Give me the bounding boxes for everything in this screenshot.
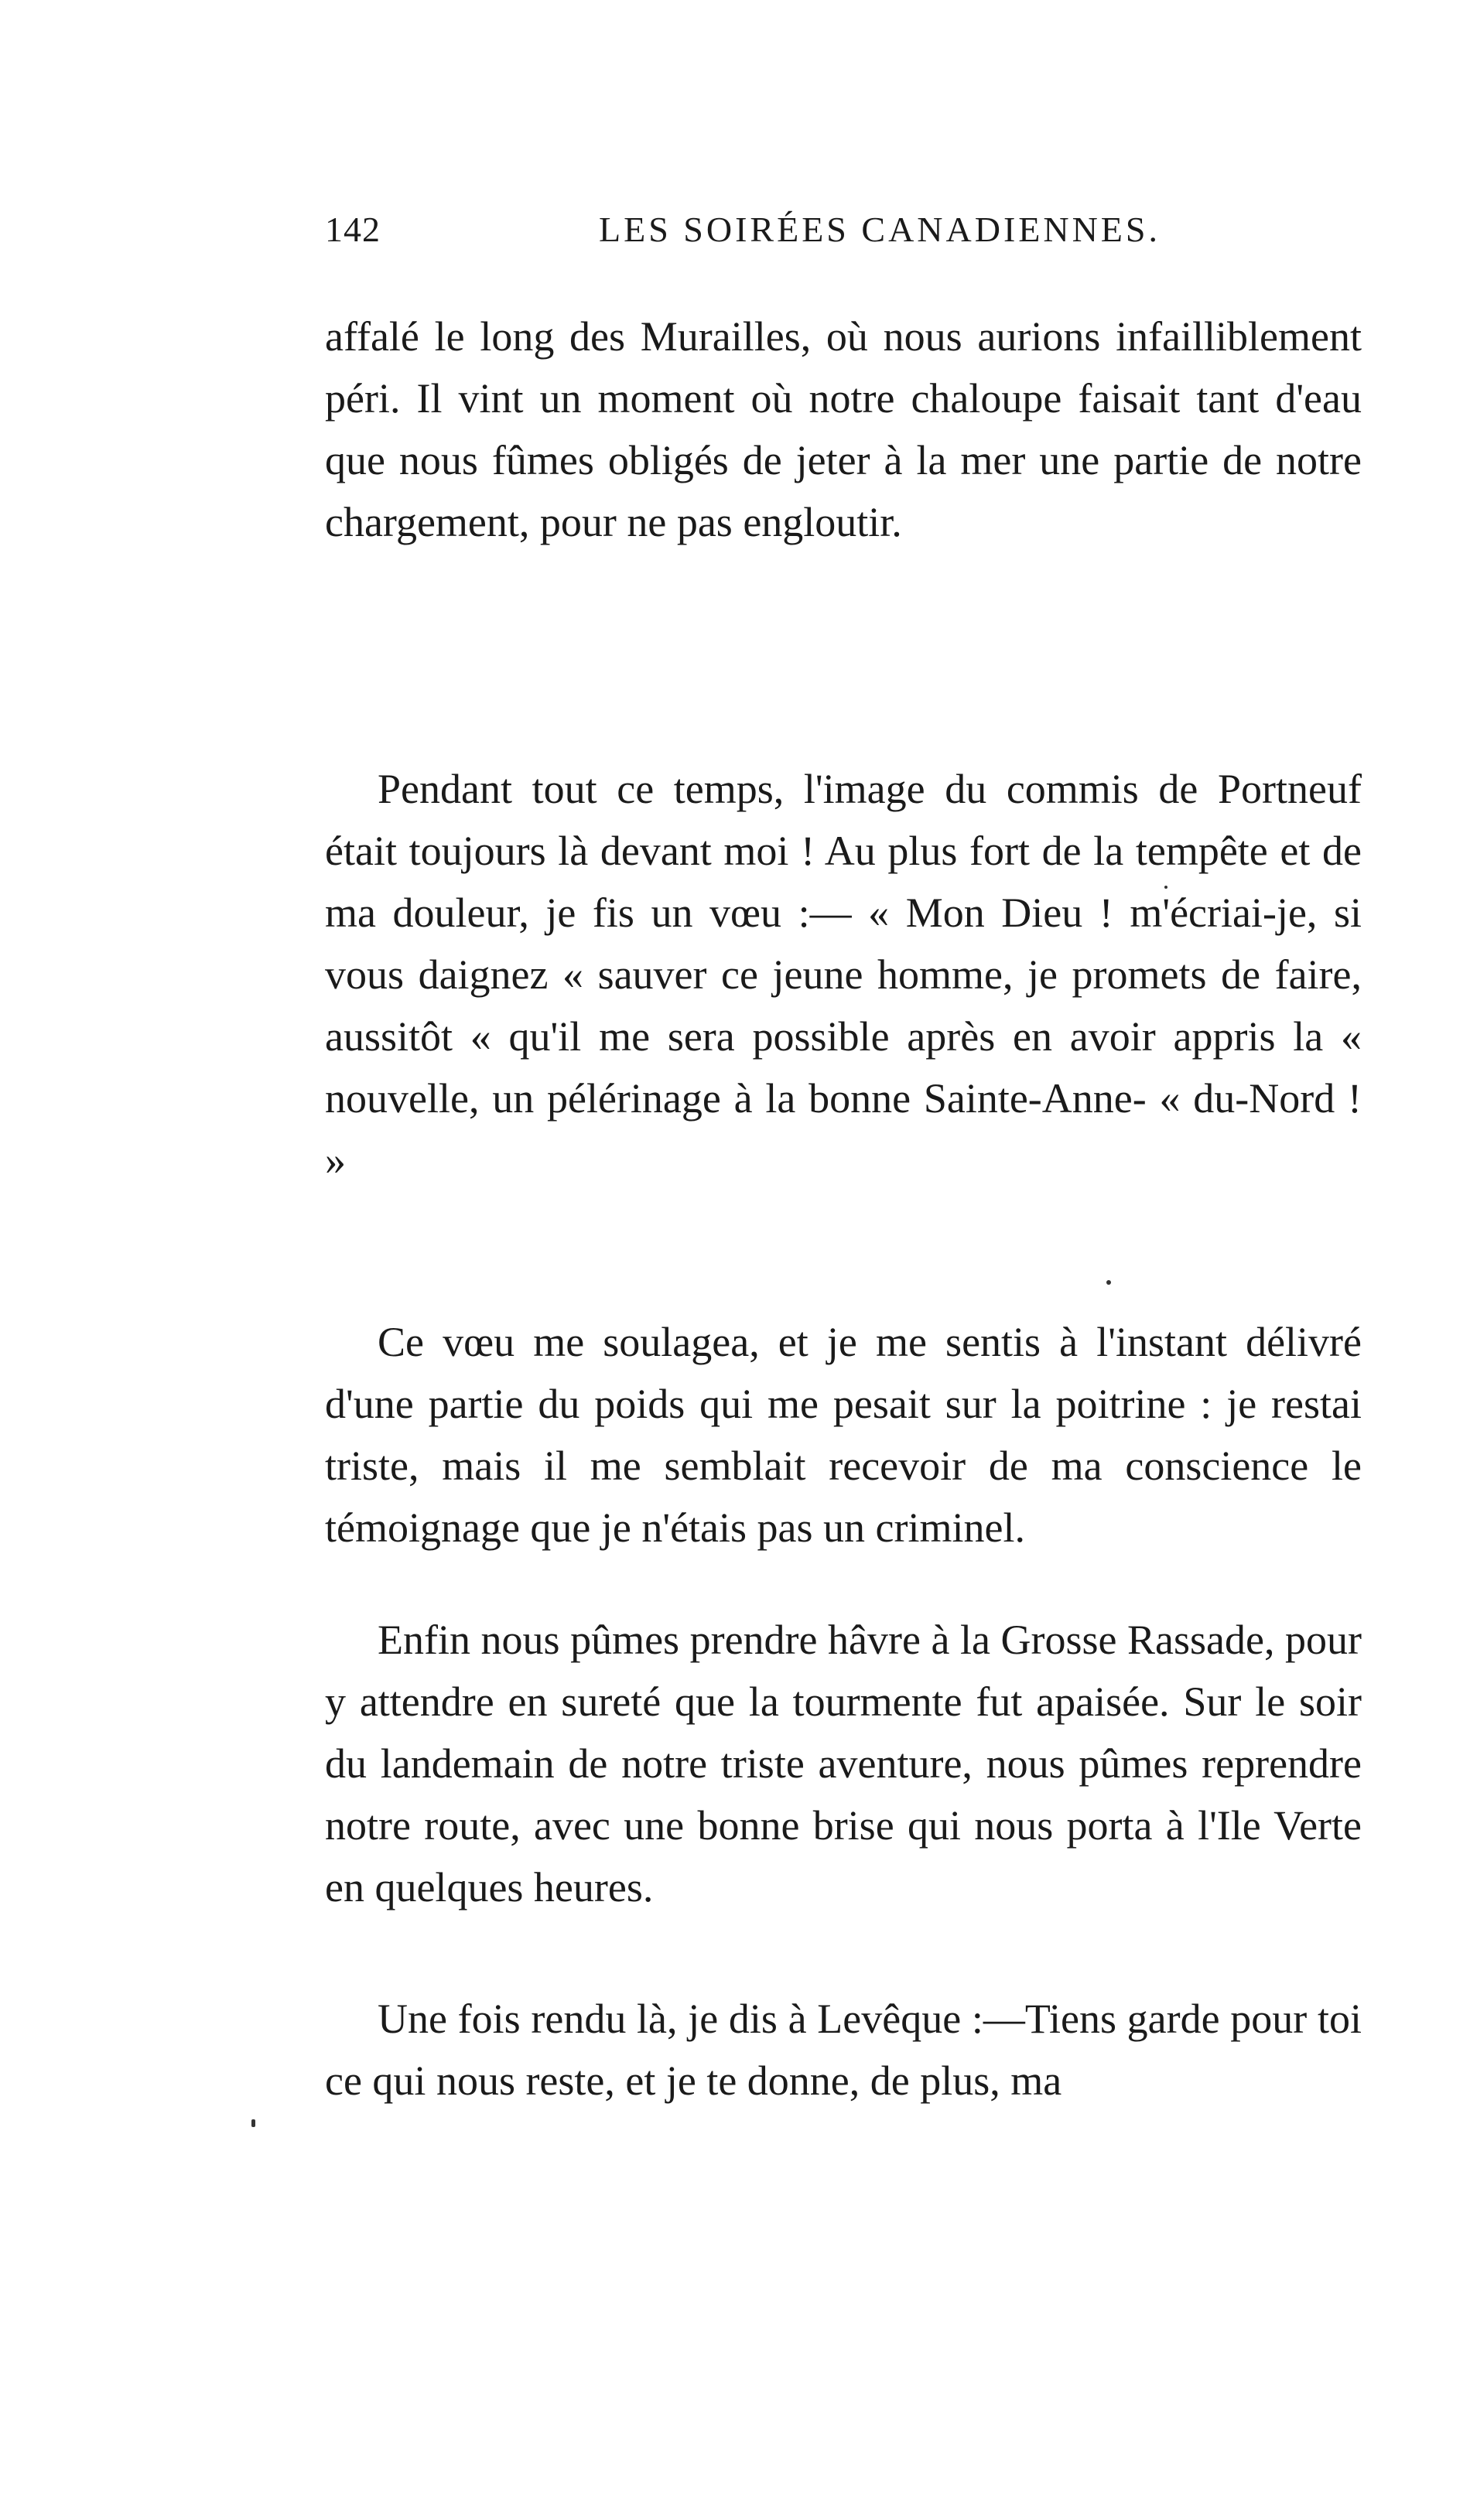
paragraph: Pendant tout ce temps, l'image du commis de Portneuf était toujours là devant moi ! Au plus fort de la tempête et de ma douleur, je fis un vœu :— « Mon Dieu ! m'écriai-je, si vous daignez « sauver ce jeune homme, je promets de faire, aussitôt « qu'il me sera possible après en avoir appris la « nouvelle, un pélérinage à la bonne Sainte-Anne- « du-Nord ! » (325, 766, 1362, 1183)
paragraph: Enfin nous pûmes prendre hâvre à la Grosse Rassade, pour y attendre en sureté que la tourmente fut apaisée. Sur le soir du landemain de notre triste aventure, nous pûmes reprendre notre route, avec une bonne brise qui nous porta à l'Ile Verte en quelques heures. (325, 1617, 1362, 1910)
text-block-5 (325, 1988, 1362, 2112)
print-speck (1106, 1280, 1111, 1285)
page-header (325, 209, 1362, 263)
page-number: 142 (325, 210, 381, 249)
running-title: LES SOIRÉES CANADIENNES. (599, 210, 1161, 249)
paragraph: Ce vœu me soulagea, et je me sentis à l'instant délivré d'une partie du poids qui me pesait sur la poitrine : je restai triste, mais il me semblait recevoir de ma conscience le témoignage que je n'étais pas un criminel. (325, 1319, 1362, 1551)
paragraph: Une fois rendu là, je dis à Levêque :—Tiens garde pour toi ce qui nous reste, et je te donne, de plus, ma (325, 1996, 1362, 2104)
paragraph: affalé le long des Murailles, où nous aurions infailliblement péri. Il vint un moment où notre chaloupe faisait tant d'eau que nous fûmes obligés de jeter à la mer une partie de notre chargement, pour ne pas engloutir. (325, 313, 1362, 545)
print-speck (251, 2119, 255, 2127)
text-block-4 (325, 1609, 1362, 1918)
text-block-1 (325, 306, 1362, 553)
print-speck (1164, 886, 1167, 889)
text-block-2 (325, 758, 1362, 1191)
text-block-3 (325, 1311, 1362, 1559)
